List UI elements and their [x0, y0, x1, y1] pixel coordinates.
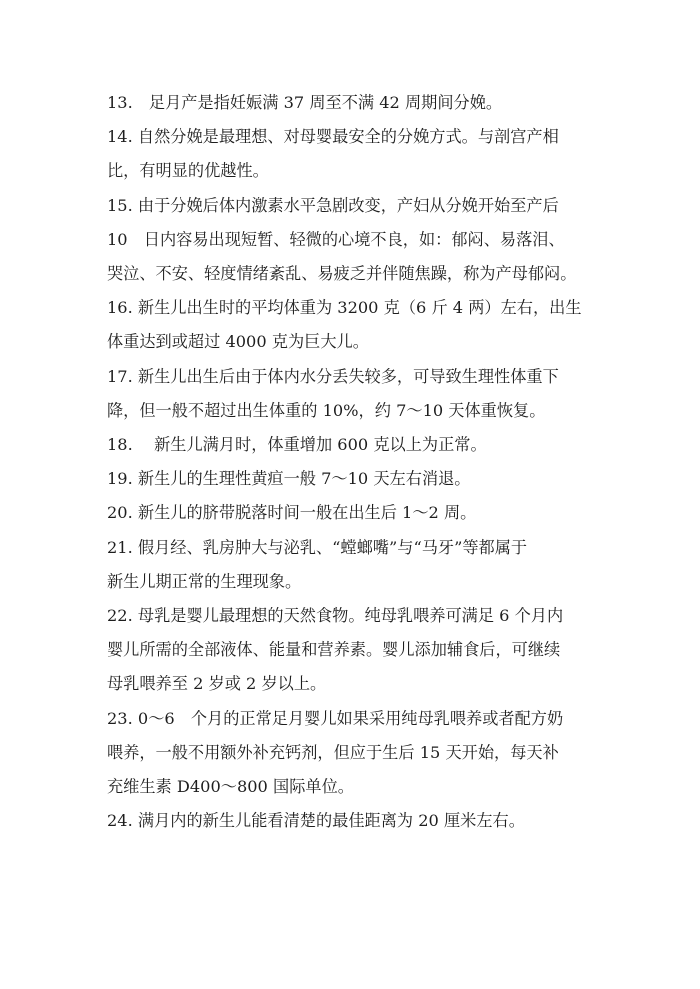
item-16-line-2: 体重达到或超过 4000 克为巨大儿。 [107, 332, 369, 352]
item-14-line-1: 14. 自然分娩是最理想、对母婴最安全的分娩方式。与剖宫产相 [107, 127, 559, 147]
list-item-18 [107, 428, 607, 462]
item-20-line-1: 20. 新生儿的脐带脱落时间一般在出生后 1～2 周。 [107, 503, 477, 523]
item-21-line-1: 21. 假月经、乳房肿大与泌乳、“螳螂嘴”与“马牙”等都属于 [107, 537, 528, 557]
list-item-19 [107, 462, 607, 496]
list-item-21 [107, 531, 607, 599]
list-item-23 [107, 702, 607, 805]
item-17-line-1: 17. 新生儿出生后由于体内水分丢失较多，可导致生理性体重下 [107, 366, 559, 386]
item-23-line-2: 喂养，一般不用额外补充钙剂，但应于生后 15 天开始，每天补 [107, 742, 559, 762]
list-item-15 [107, 189, 607, 292]
item-15-line-1: 15. 由于分娩后体内激素水平急剧改变，产妇从分娩开始至产后 [107, 195, 559, 215]
item-18-line-1: 18. 新生儿满月时，体重增加 600 克以上为正常。 [107, 435, 487, 455]
item-24-line-1: 24. 满月内的新生儿能看清楚的最佳距离为 20 厘米左右。 [107, 811, 525, 831]
item-14-line-2: 比，有明显的优越性。 [107, 161, 269, 181]
list-item-20 [107, 496, 607, 530]
item-22-line-1: 22. 母乳是婴儿最理想的天然食物。纯母乳喂养可满足 6 个月内 [107, 606, 564, 626]
item-19-line-1: 19. 新生儿的生理性黄疸一般 7～10 天左右消退。 [107, 469, 471, 489]
list-item-13 [107, 86, 607, 120]
item-23-line-3: 充维生素 D400～800 国际单位。 [107, 777, 354, 797]
item-17-line-2: 降，但一般不超过出生体重的 10%，约 7～10 天体重恢复。 [107, 400, 546, 420]
item-22-line-2: 婴儿所需的全部液体、能量和营养素。婴儿添加辅食后，可继续 [107, 640, 561, 660]
item-16-line-1: 16. 新生儿出生时的平均体重为 3200 克（6 斤 4 两）左右，出生 [107, 298, 582, 318]
item-21-line-2: 新生儿期正常的生理现象。 [107, 571, 302, 591]
list-item-14 [107, 120, 607, 188]
list-item-22 [107, 599, 607, 702]
item-15-line-3: 哭泣、不安、轻度情绪紊乱、易疲乏并伴随焦躁，称为产母郁闷。 [107, 264, 577, 284]
list-item-17 [107, 360, 607, 428]
item-13-line-1: 13. 足月产是指妊娠满 37 周至不满 42 周期间分娩。 [107, 93, 503, 112]
list-item-24 [107, 804, 607, 838]
document-body [107, 86, 607, 838]
item-22-line-3: 母乳喂养至 2 岁或 2 岁以上。 [107, 674, 327, 694]
list-item-16 [107, 291, 607, 359]
item-15-line-2: 10 日内容易出现短暂、轻微的心境不良，如：郁闷、易落泪、 [107, 229, 565, 249]
item-23-line-1: 23. 0～6 个月的正常足月婴儿如果采用纯母乳喂养或者配方奶 [107, 708, 564, 728]
